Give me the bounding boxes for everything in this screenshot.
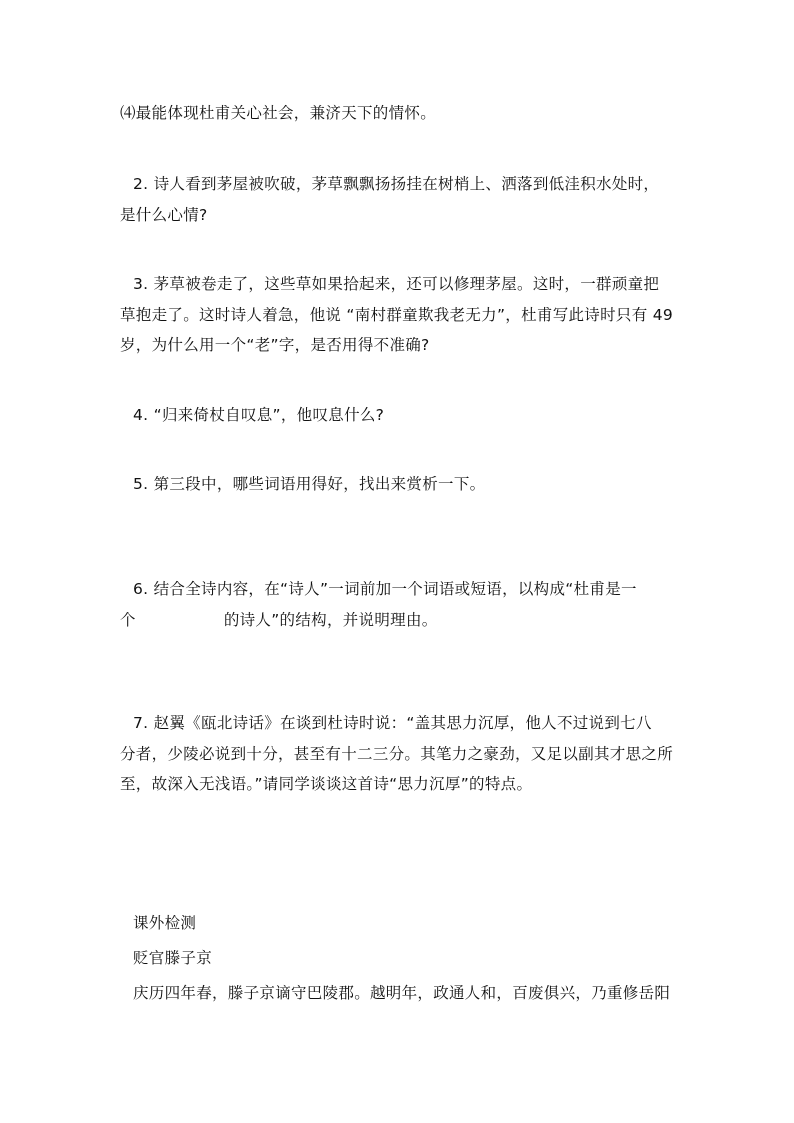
question-7-line-1: 7. 赵翼《瓯北诗话》在谈到杜诗时说：“盖其思力沉厚，他人不过说到七八	[133, 714, 652, 732]
question-5: 5. 第三段中，哪些词语用得好，找出来赏析一下。	[133, 475, 486, 493]
question-2-line-1: 2. 诗人看到茅屋被吹破，茅草飘飘扬扬挂在树梢上、洒落到低洼积水处时，	[133, 175, 660, 193]
passage-title: 贬官滕子京	[133, 949, 213, 967]
question-7-line-2: 分者，少陵必说到十分，甚至有十二三分。其笔力之豪劲，又足以副其才思之所	[120, 745, 674, 763]
section-heading: 课外检测	[133, 914, 197, 932]
passage-text-line-1: 庆历四年春，滕子京谪守巴陵郡。越明年，政通人和，百废俱兴，乃重修岳阳	[133, 984, 671, 1002]
question-3-line-2: 草抱走了。这时诗人着急，他说 “南村群童欺我老无力”，杜甫写此诗时只有 49	[120, 306, 674, 324]
question-6-line-2	[120, 608, 438, 630]
question-1-item-4: ⑷最能体现杜甫关心社会，兼济天下的情怀。	[120, 104, 437, 122]
question-3-line-1: 3. 茅草被卷走了，这些草如果拾起来，还可以修理茅屋。这时，一群顽童把	[133, 275, 660, 293]
question-3-line-3: 岁，为什么用一个“老”字，是否用得不准确?	[120, 336, 430, 354]
question-7-line-3: 至，故深入无浅语。”请同学谈谈这首诗“思力沉厚”的特点。	[120, 775, 533, 793]
question-6-line-2-end: 的诗人”的结构，并说明理由。	[223, 611, 438, 629]
question-6-line-1: 6. 结合全诗内容，在“诗人”一词前加一个词语或短语，以构成“杜甫是一	[133, 580, 637, 598]
question-2-line-2: 是什么心情?	[120, 206, 208, 224]
question-6-line-2-start: 个	[120, 611, 136, 629]
question-4: 4. “归来倚杖自叹息”，他叹息什么?	[133, 406, 385, 424]
